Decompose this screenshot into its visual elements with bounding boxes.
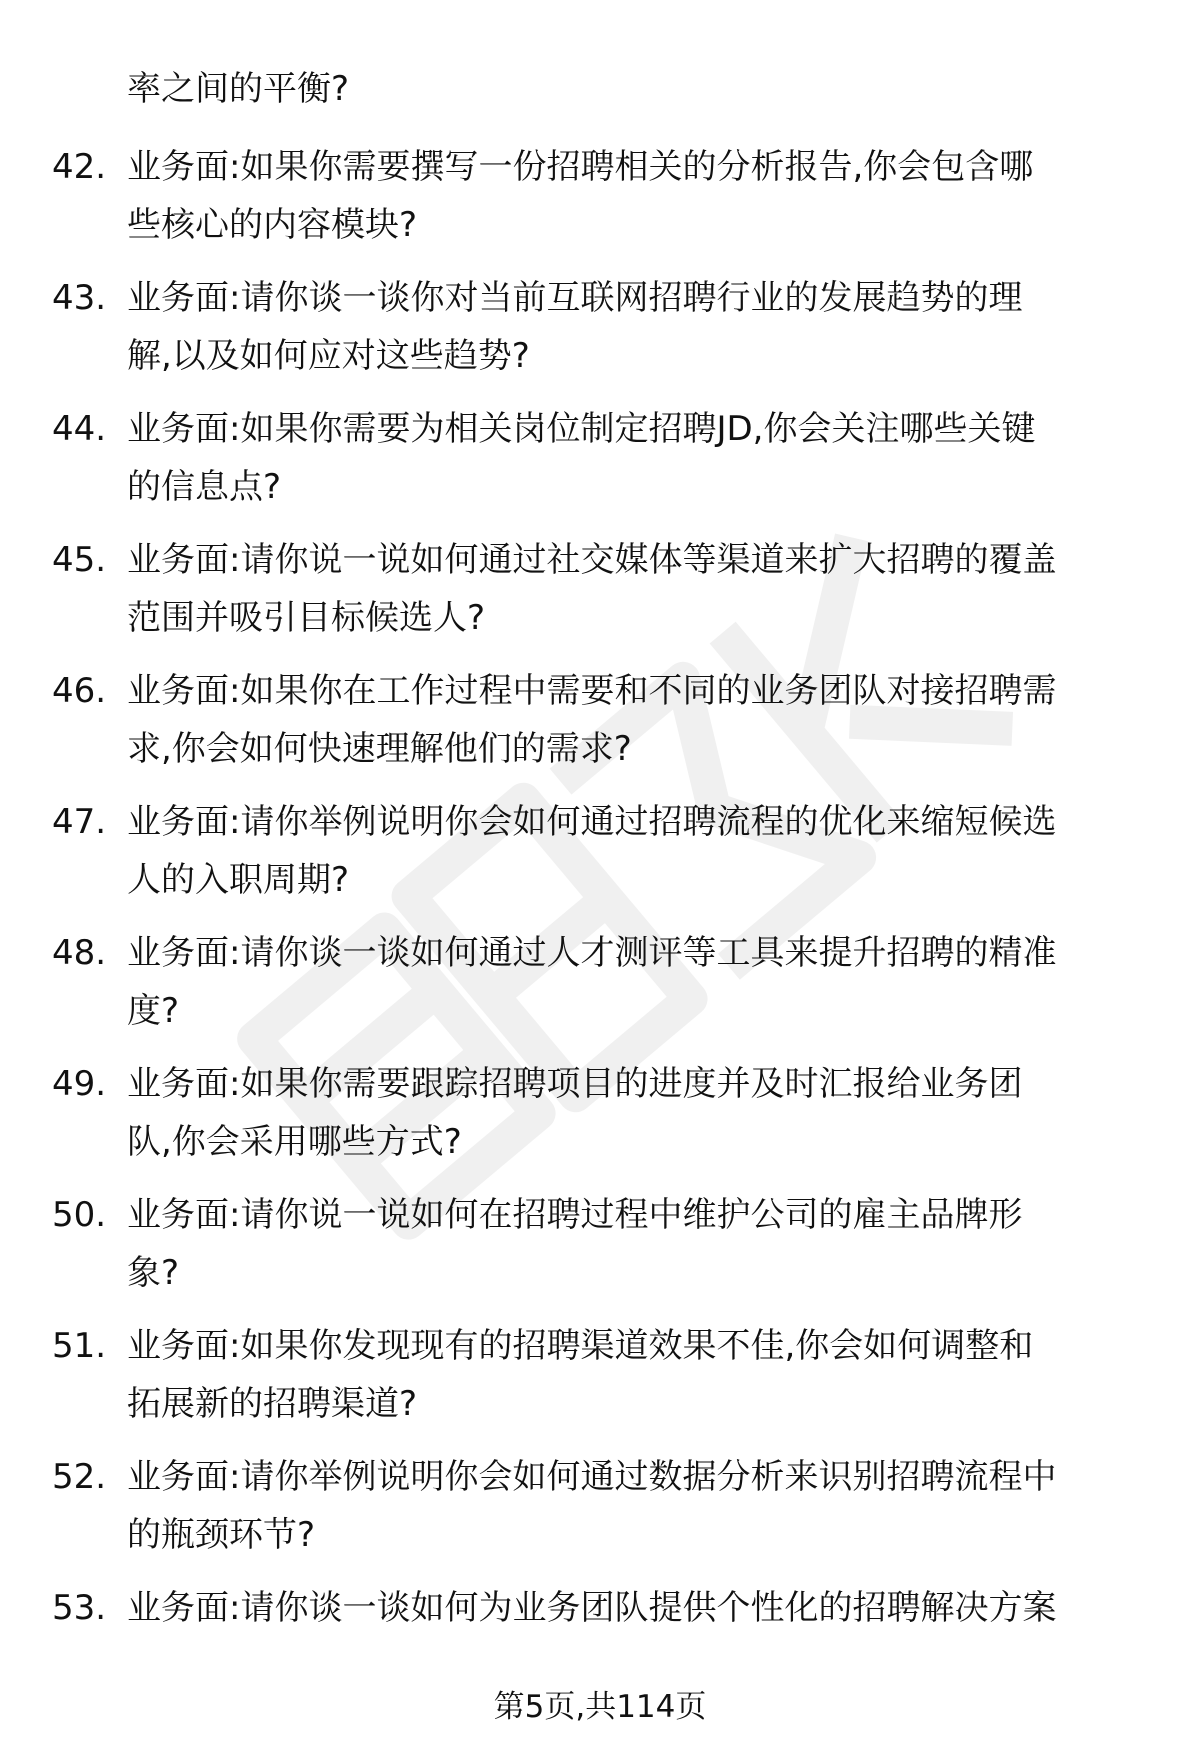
question-text xyxy=(127,1186,1152,1302)
question-line: 业务面:请你谈一谈你对当前互联网招聘行业的发展趋势的理 xyxy=(127,278,1023,318)
question-item xyxy=(0,1186,1200,1317)
question-number: 52. xyxy=(52,1457,107,1497)
question-number: 42. xyxy=(52,147,107,187)
continuation-text: 率之间的平衡? xyxy=(127,69,350,109)
question-list xyxy=(0,138,1200,1710)
question-line: 业务面:如果你需要为相关岗位制定招聘JD,你会关注哪些关键 xyxy=(127,409,1036,449)
question-text xyxy=(127,793,1152,909)
question-line: 人的入职周期? xyxy=(127,860,350,900)
question-line: 象? xyxy=(127,1253,180,1293)
question-number: 47. xyxy=(52,802,107,842)
question-text xyxy=(127,662,1152,778)
question-text xyxy=(127,138,1152,254)
question-line: 业务面:如果你需要跟踪招聘项目的进度并及时汇报给业务团 xyxy=(127,1064,1023,1104)
question-number: 43. xyxy=(52,278,107,318)
question-text xyxy=(127,531,1152,647)
question-number: 49. xyxy=(52,1064,107,1104)
question-line: 业务面:如果你发现现有的招聘渠道效果不佳,你会如何调整和 xyxy=(127,1326,1034,1366)
question-text xyxy=(127,1055,1152,1171)
question-item xyxy=(0,1317,1200,1448)
question-text xyxy=(127,1317,1152,1433)
question-line: 度? xyxy=(127,991,180,1031)
question-line: 解,以及如何应对这些趋势? xyxy=(127,336,530,376)
question-line: 求,你会如何快速理解他们的需求? xyxy=(127,729,632,769)
question-text xyxy=(127,269,1152,385)
question-item xyxy=(0,400,1200,531)
question-text xyxy=(127,1579,1152,1637)
question-item xyxy=(0,793,1200,924)
question-number: 51. xyxy=(52,1326,107,1366)
question-number: 44. xyxy=(52,409,107,449)
question-text xyxy=(127,1448,1152,1564)
question-line: 业务面:请你举例说明你会如何通过招聘流程的优化来缩短候选 xyxy=(127,802,1057,842)
question-text xyxy=(127,400,1152,516)
question-line: 业务面:如果你在工作过程中需要和不同的业务团队对接招聘需 xyxy=(127,671,1057,711)
question-line: 些核心的内容模块? xyxy=(127,205,418,245)
question-line: 业务面:请你说一说如何在招聘过程中维护公司的雇主品牌形 xyxy=(127,1195,1023,1235)
question-text xyxy=(127,924,1152,1040)
question-item xyxy=(0,138,1200,269)
question-item xyxy=(0,924,1200,1055)
question-item xyxy=(0,531,1200,662)
page-footer: 第5页,共114页 xyxy=(493,1689,707,1725)
question-number: 45. xyxy=(52,540,107,580)
question-line: 的信息点? xyxy=(127,467,282,507)
question-line: 业务面:请你谈一谈如何为业务团队提供个性化的招聘解决方案 xyxy=(127,1588,1057,1628)
question-number: 53. xyxy=(52,1588,107,1628)
question-item xyxy=(0,269,1200,400)
question-line: 拓展新的招聘渠道? xyxy=(127,1384,418,1424)
question-line: 业务面:请你谈一谈如何通过人才测评等工具来提升招聘的精准 xyxy=(127,933,1057,973)
question-line: 范围并吸引目标候选人? xyxy=(127,598,486,638)
question-line: 队,你会采用哪些方式? xyxy=(127,1122,462,1162)
question-item xyxy=(0,662,1200,793)
question-line: 业务面:请你举例说明你会如何通过数据分析来识别招聘流程中 xyxy=(127,1457,1057,1497)
question-number: 48. xyxy=(52,933,107,973)
question-line: 的瓶颈环节? xyxy=(127,1515,316,1555)
question-item xyxy=(0,1055,1200,1186)
question-number: 50. xyxy=(52,1195,107,1235)
question-line: 业务面:请你说一说如何通过社交媒体等渠道来扩大招聘的覆盖 xyxy=(127,540,1057,580)
question-item xyxy=(0,1448,1200,1579)
question-line: 业务面:如果你需要撰写一份招聘相关的分析报告,你会包含哪 xyxy=(127,147,1034,187)
question-number: 46. xyxy=(52,671,107,711)
